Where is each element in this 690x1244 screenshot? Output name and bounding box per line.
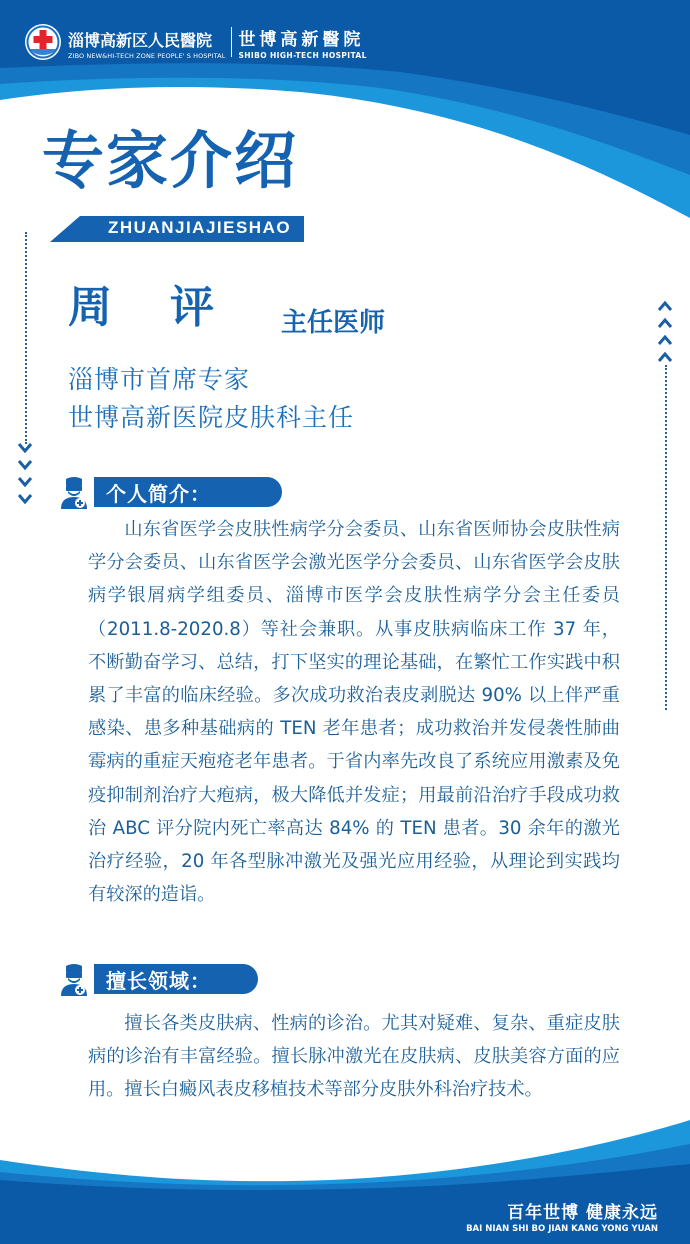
chevron-up-icon	[657, 333, 673, 347]
right-dotted-line	[665, 365, 667, 710]
section-label-bar	[94, 964, 258, 994]
slogan-en: BAI NIAN SHI BO JIAN KANG YONG YUAN	[466, 1224, 658, 1234]
chevron-down-icon	[17, 492, 33, 506]
hospital-name-cn-2: 世博高新醫院	[238, 29, 365, 50]
profile-paragraph	[88, 513, 620, 911]
footer-slogan	[466, 1198, 658, 1234]
doctor-icon	[58, 475, 90, 509]
profile-text: 山东省医学会皮肤性病学分会委员、山东省医师协会皮肤性病学分会委员、山东省医学会激光医学分会委员、山东省医学会皮肤病学银屑病学组委员、淄博市医学会皮肤性病学分会主任委员（2011.8-2020.8）等社会兼职。从事皮肤病临床工作 37 年，不断勤奋学习、总结，打下坚实的理论基础，在繁忙工作实践中积累了丰富的临床经验。多次成功救治表皮剥脱达 90% 以上伴严重感染、患多种基础病的 TEN 老年患者；成功救治并发侵袭性肺曲霉病的重症天疱疮老年患者。于省内率先改良了系统应用激素及免疫抑制剂治疗大疱病，极大降低并发症；用最前沿治疗手段成功救治 ABC 评分院内死亡率高达 84% 的 TEN 患者。30 余年的激光治疗经验，20 年各型脉冲激光及强光应用经验，从理论到实践均有较深的造诣。	[88, 519, 620, 906]
expert-name: 周评	[68, 282, 272, 333]
expert-subtitle-1: 淄博市首席专家	[68, 365, 251, 394]
hospital-name-en-1: ZIBO NEW&HI-TECH ZONE PEOPLE' S HOSPITAL	[68, 51, 226, 60]
section-label-bar	[94, 477, 282, 507]
expert-subtitle-2: 世博高新医院皮肤科主任	[68, 403, 355, 432]
chevron-down-icon	[17, 475, 33, 489]
section-header-specialties	[58, 962, 258, 996]
specialties-paragraph	[88, 1007, 620, 1107]
slogan-cn: 百年世博 健康永远	[507, 1203, 658, 1223]
chevron-down-icon	[17, 458, 33, 472]
section-label-profile: 个人简介：	[106, 481, 211, 506]
specialties-text: 擅长各类皮肤病、性病的诊治。尤其对疑难、复杂、重症皮肤病的诊治有丰富经验。擅长脉冲激光在皮肤病、皮肤美容方面的应用。擅长白癜风表皮移植技术等部分皮肤外科治疗技术。	[88, 1013, 620, 1101]
right-chevron-group	[657, 299, 673, 364]
left-dotted-line	[25, 232, 27, 444]
hospital-name-en-2: SHIBO HIGH-TECH HOSPITAL	[238, 50, 367, 60]
expert-rank: 主任医师	[281, 308, 386, 338]
hospital-header	[24, 20, 367, 64]
section-header-profile	[58, 475, 282, 509]
chevron-up-icon	[657, 350, 673, 364]
chevron-up-icon	[657, 299, 673, 313]
hospital-name-cn-1: 淄博高新区人民醫院	[68, 30, 213, 50]
page-title-pinyin: ZHUANJIAJIESHAO	[108, 218, 292, 237]
header-divider	[231, 27, 232, 57]
page-title: 专家介绍	[42, 124, 299, 197]
left-chevron-group	[17, 441, 33, 506]
doctor-icon	[58, 962, 90, 996]
section-label-specialties: 擅长领域：	[106, 968, 211, 993]
red-cross-logo-icon	[24, 23, 62, 61]
chevron-up-icon	[657, 316, 673, 330]
page-title-banner	[50, 216, 304, 242]
chevron-down-icon	[17, 441, 33, 455]
